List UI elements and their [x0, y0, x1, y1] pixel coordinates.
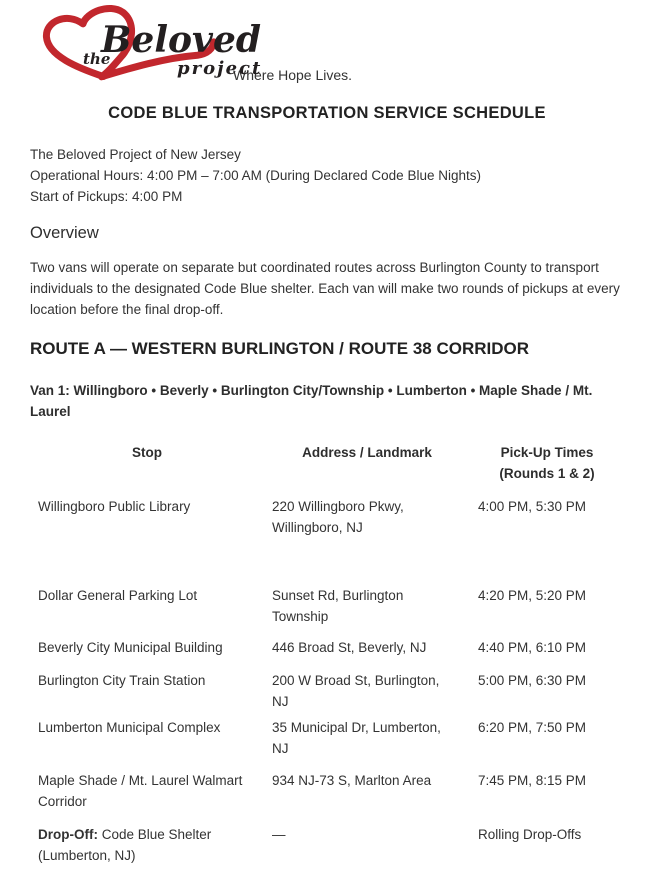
logo-tagline: Where Hope Lives.: [233, 67, 353, 83]
column-header-address: Address / Landmark: [302, 445, 432, 460]
table-row: [30, 496, 624, 585]
times-cell: 7:45 PM, 8:15 PM: [478, 773, 587, 788]
table-row: [30, 770, 624, 824]
column-header-pickup-times: Pick-Up Times (Rounds 1 & 2): [499, 445, 595, 481]
stop-cell: [30, 824, 264, 866]
times-cell: Rolling Drop-Offs: [478, 827, 582, 842]
route-a-heading: ROUTE A — WESTERN BURLINGTON / ROUTE 38 CORRIDOR: [30, 339, 530, 358]
dropoff-location: Code Blue Shelter (Lumberton, NJ): [38, 827, 212, 863]
info-block: [30, 144, 624, 207]
table-row: [30, 637, 624, 670]
schedule-table-header: [30, 442, 624, 496]
times-cell: 4:40 PM, 6:10 PM: [478, 640, 587, 655]
dropoff-label: Drop-Off:: [38, 827, 98, 842]
operational-hours-line: Operational Hours: 4:00 PM – 7:00 AM (During Declared Code Blue Nights): [30, 168, 481, 183]
address-cell: 220 Willingboro Pkwy, Willingboro, NJ: [272, 499, 404, 535]
schedule-table: [30, 442, 624, 866]
times-cell: 4:00 PM, 5:30 PM: [478, 499, 587, 514]
stop-cell: Maple Shade / Mt. Laurel Walmart Corridor: [38, 773, 243, 809]
org-name-line: The Beloved Project of New Jersey: [30, 147, 241, 162]
address-cell: —: [272, 827, 286, 842]
column-header-stop: Stop: [132, 445, 162, 460]
address-cell: Sunset Rd, Burlington Township: [272, 588, 404, 624]
logo-word-the: the: [83, 50, 111, 68]
overview-heading: Overview: [30, 224, 99, 242]
stop-cell: Willingboro Public Library: [38, 499, 191, 514]
table-row-dropoff: [30, 824, 624, 866]
address-cell: 446 Broad St, Beverly, NJ: [272, 640, 427, 655]
address-cell: 35 Municipal Dr, Lumberton, NJ: [272, 720, 441, 756]
van-1-route-line: Van 1: Willingboro • Beverly • Burlington City/Township • Lumberton • Maple Shade / Mt. Laurel: [30, 383, 593, 419]
header-row: [30, 442, 624, 496]
address-cell: 934 NJ-73 S, Marlton Area: [272, 773, 432, 788]
table-row: [30, 717, 624, 770]
beloved-project-logo: [35, 2, 285, 90]
overview-paragraph: Two vans will operate on separate but coordinated routes across Burlington County to transport individuals to the designated Code Blue shelter. Each van will make two rounds of pickups at every location before the final drop-off.: [30, 260, 620, 317]
table-row: [30, 670, 624, 717]
logo-word-beloved: Beloved: [101, 19, 262, 61]
address-cell: 200 W Broad St, Burlington, NJ: [272, 673, 440, 709]
page-title: CODE BLUE TRANSPORTATION SERVICE SCHEDULE: [108, 104, 546, 122]
stop-cell: Beverly City Municipal Building: [38, 640, 223, 655]
stop-cell: Lumberton Municipal Complex: [38, 720, 221, 735]
pickup-start-line: Start of Pickups: 4:00 PM: [30, 189, 183, 204]
times-cell: 4:20 PM, 5:20 PM: [478, 588, 587, 603]
times-cell: 6:20 PM, 7:50 PM: [478, 720, 587, 735]
table-row: [30, 585, 624, 637]
stop-cell: Burlington City Train Station: [38, 673, 206, 688]
logo-word-project: project: [177, 58, 263, 79]
times-cell: 5:00 PM, 6:30 PM: [478, 673, 587, 688]
schedule-table-body: [30, 496, 624, 866]
logo-header: [30, 0, 624, 90]
stop-cell: Dollar General Parking Lot: [38, 588, 198, 603]
